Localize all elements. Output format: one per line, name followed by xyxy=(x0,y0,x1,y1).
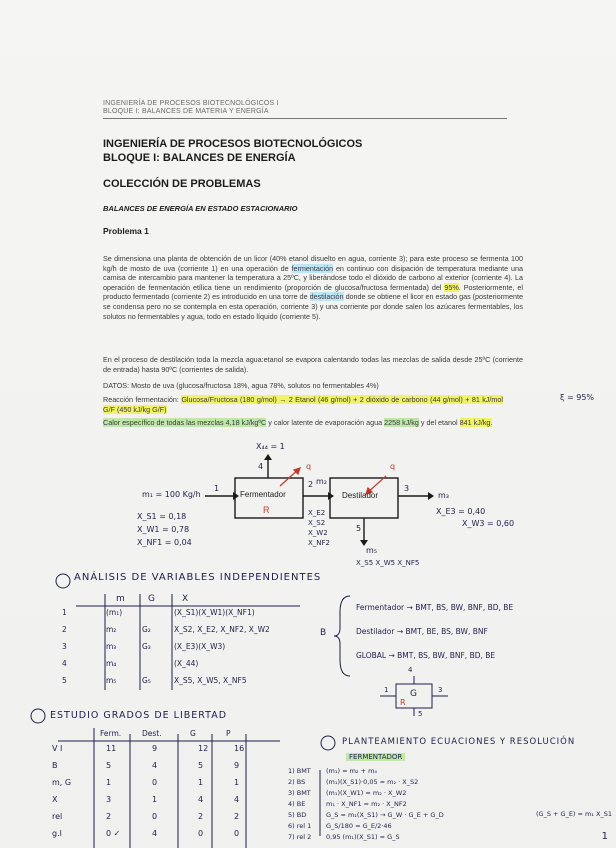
stream-3-compositions xyxy=(436,506,514,530)
statement-text-b: en continuo con disipación de temperatura mediante una camisa de intercambio para mantener la temperatura a 25ºC, y liberándose todo el dióxido de carbono al exterior (corriente 4). La operación de fermentación etílica tiene un rendimiento (proporción de glucosa/fructosa fermentada) del xyxy=(103,263,523,292)
m1-label: m₁ = 100 Kg/h xyxy=(142,490,201,499)
stream-1-compositions xyxy=(137,510,192,549)
latent-water-highlight: 2258 kJ/kg xyxy=(384,418,419,427)
fermentador-label: Fermentador xyxy=(240,490,286,499)
balances-list xyxy=(356,596,513,668)
xw1: X_W1 = 0,78 xyxy=(137,525,190,534)
freedom-row: m, G 1 0 1 1 xyxy=(52,778,240,787)
stream-4-label: 4 xyxy=(258,462,264,471)
analysis-row: 2 m₂ G₂ X_S2, X_E2, X_NF2, X_W2 xyxy=(62,625,270,634)
m2-label: m₂ xyxy=(316,477,327,486)
xw5: X_W5 xyxy=(375,559,396,567)
freedom-row: V I 11 9 12 16 xyxy=(52,744,245,753)
xs1: X_S1 = 0,18 xyxy=(137,512,187,521)
section-title: COLECCIÓN DE PROBLEMAS xyxy=(103,178,261,190)
balances-b: B xyxy=(320,628,327,638)
planting-title: PLANTEAMIENTO ECUACIONES Y RESOLUCIÓN xyxy=(342,737,576,747)
side-equation: (G_S + G_E) = m₁ X_S1 xyxy=(536,810,613,818)
destilador-label: Destilador xyxy=(342,491,379,500)
stream-1-label: 1 xyxy=(214,484,220,493)
star-marker-1 xyxy=(56,574,70,588)
analysis-title: ANÁLISIS DE VARIABLES INDEPENDIENTES xyxy=(74,572,322,583)
star-marker-2 xyxy=(31,709,45,723)
statement-text-a: Se dimensiona una planta de obtención de un licor (40% etanol disuelto en agua, corriente 3); para este proceso se fermenta 100 kg/h de mosto de uva (corriente 1) en una operación de xyxy=(103,254,523,273)
highlight-destilacion: destilación xyxy=(309,292,344,302)
planting-subtitle: FERMENTADOR xyxy=(346,753,405,761)
stream-3-label: 3 xyxy=(404,484,410,493)
distillation-paragraph: En el proceso de destilación toda la mezcla agua:etanol se evapora calentando todas las mezclas de salida desde 25ºC (corriente de entrada) hasta 90ºC (corrientes de salida). xyxy=(103,355,523,374)
m4-label: X₄₄ = 1 xyxy=(256,442,285,451)
m3-label: m₃ xyxy=(438,491,449,500)
mini-global-r: R xyxy=(400,698,406,707)
freedom-row: g.l 0 ✓ 4 0 0 xyxy=(52,829,240,838)
analysis-table xyxy=(62,608,342,693)
balance-item: Destilador → BMT, BE, BS, BW, BNF xyxy=(356,627,488,636)
freedom-row: B 5 4 5 9 xyxy=(52,761,240,770)
xnf2: X_NF2 xyxy=(308,539,331,547)
xw2: X_W2 xyxy=(308,529,328,537)
mini-global-bottom: 5 xyxy=(418,710,423,718)
mini-global-left: 1 xyxy=(384,686,389,694)
analysis-row: 3 m₃ G₃ (X_E3)(X_W3) xyxy=(62,642,226,651)
cp-tail-text: y del etanol xyxy=(418,418,460,427)
margin-note: ξ = 95% xyxy=(560,393,595,402)
mini-global-top: 4 xyxy=(408,666,413,674)
statement-text-c: . Posteriormente, el producto fermentado (corriente 2) es introducido en una torre de xyxy=(103,282,523,302)
xnf5: X_NF5 xyxy=(397,559,420,567)
cp-mid-text: y calor latente de evaporación agua xyxy=(266,418,385,427)
title-line-1: INGENIERÍA DE PROCESOS BIOTECNOLÓGICOS xyxy=(103,138,363,150)
reaction-highlight: Glucosa/Fructosa (180 g/mol) → 2 Etanol (46 g/mol) + 2 dióxido de carbono (44 g/mol) + 81 kJ/mol G/F (450 kJ/kg G/F) xyxy=(103,395,503,414)
q-fermentador: q xyxy=(306,462,312,471)
xs2: X_S2 xyxy=(308,519,326,527)
datos-line: DATOS: Mosto de uva (glucosa/fructosa 18%, agua 78%, solutos no fermentables 4%) xyxy=(103,381,379,390)
analysis-header-m: m xyxy=(116,594,125,604)
planting-steps: 1) BMT 2) BS 3) BMT 4) BE 5) BD 6) rel 1 7) rel 2 xyxy=(288,767,312,841)
stream-5-compositions xyxy=(356,558,419,568)
xs5: X_S5 xyxy=(356,559,374,567)
problem-title: Problema 1 xyxy=(103,226,149,236)
balance-item: Fermentador → BMT, BS, BW, BNF, BD, BE xyxy=(356,603,514,612)
freedom-row: rel 2 0 2 2 xyxy=(52,812,240,821)
analysis-row: 5 m₅ G₅ X_S5, X_W5, X_NF5 xyxy=(62,676,247,685)
stream-2-compositions xyxy=(308,508,330,548)
analysis-header-x: X xyxy=(182,594,189,604)
cp-highlight: Calor específico de todas las mezclas 4,18 kJ/kgºC xyxy=(103,418,267,427)
latent-ethanol-highlight: 841 kJ/kg. xyxy=(459,418,493,427)
page-number: 1 xyxy=(601,831,608,842)
reaction-label: Reacción fermentación: xyxy=(103,395,182,404)
freedom-title: ESTUDIO GRADOS DE LIBERTAD xyxy=(50,710,228,721)
xnf1: X_NF1 = 0,04 xyxy=(137,538,192,547)
analysis-header-g: G xyxy=(148,594,155,604)
subsection-title: BALANCES DE ENERGÍA EN ESTADO ESTACIONARIO xyxy=(103,204,298,213)
freedom-header: Ferm. Dest. G P xyxy=(100,729,231,738)
mini-global-g: G xyxy=(410,689,417,699)
title-line-2: BLOQUE I: BALANCES DE ENERGÍA xyxy=(103,152,296,164)
fermentador-r: R xyxy=(263,505,270,515)
xe3: X_E3 = 0,40 xyxy=(436,507,486,516)
m5-label: m₅ xyxy=(366,546,377,555)
freedom-row: X 3 1 4 4 xyxy=(52,795,240,804)
star-marker-3 xyxy=(321,736,335,750)
balance-item: GLOBAL → BMT, BS, BW, BNF, BD, BE xyxy=(356,651,496,660)
header-line-1: INGENIERÍA DE PROCESOS BIOTECNOLÓGICOS I xyxy=(103,100,279,107)
analysis-row: 1 (m₁) (X_S1)(X_W1)(X_NF1) xyxy=(62,608,255,617)
mini-global-right: 3 xyxy=(438,686,443,694)
highlight-fermentacion: fermentación xyxy=(291,263,334,273)
statement-text-d: donde se obtiene el licor en estado gas (posteriormente se condensa pero no se contempla en esta operación, corriente 3) y una corriente por donde salen los azúcares fermentables, los solutos no fermentables y agua, todo en estado líquido (corriente 5). xyxy=(103,292,523,321)
q-destilador: q xyxy=(390,462,396,471)
xe2: X_E2 xyxy=(308,509,326,517)
xw3: X_W3 = 0,60 xyxy=(462,519,515,528)
freedom-table xyxy=(52,744,244,846)
analysis-row: 4 m₄ (X_44) xyxy=(62,659,199,668)
stream-5-label: 5 xyxy=(356,524,362,533)
highlight-rendimiento: 95% xyxy=(444,282,459,292)
stream-2-label: 2 xyxy=(308,480,314,489)
header-line-2: BLOQUE I: BALANCES DE MATERIA Y ENERGÍA xyxy=(103,108,269,115)
planting-equations: (m₁) = m₂ + m₄ (m₁)(X_S1)·0,05 = m₂ · X_S2 (m₁)(X_W1) = m₂ · X_W2 m₁ · X_NF1 = m₂ · X_NF2 G_S = m₁(X_S1) → G_W · G_E + G_D G_S/180 = G_E/2·46 0,95 (m₁)(X_S1) = G_S xyxy=(326,767,444,841)
